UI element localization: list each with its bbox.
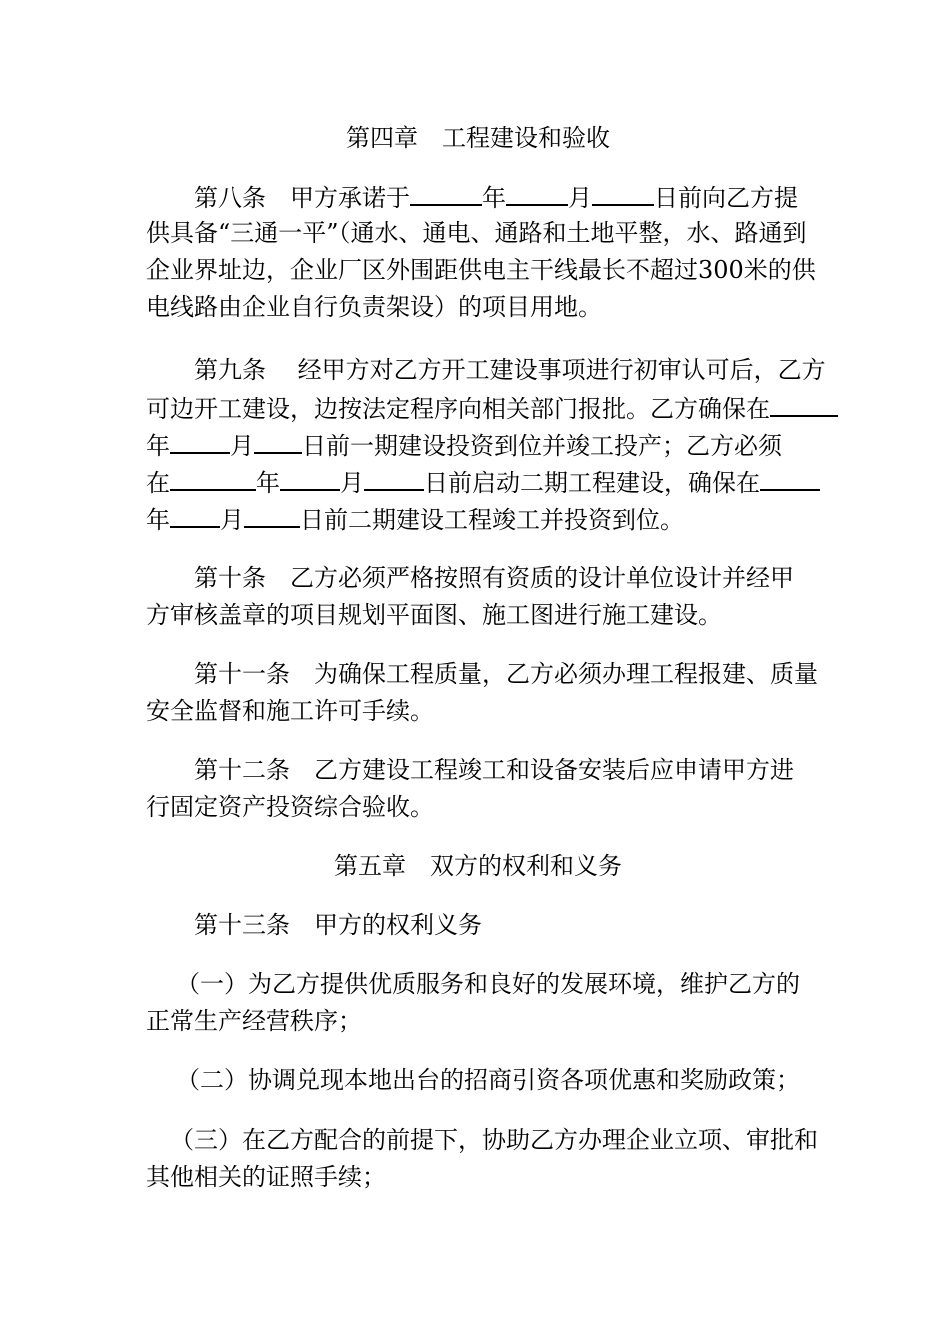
blank-year xyxy=(770,393,838,417)
article-13-item-3-line-1: （三）在乙方配合的前提下，协助乙方办理企业立项、审批和 xyxy=(170,1126,818,1154)
article-9-line-1: 第九条 经甲方对乙方开工建设事项进行初审认可后，乙方 xyxy=(194,356,826,384)
chapter-5-title: 第五章 双方的权利和义务 xyxy=(334,852,622,880)
article-13-item-1-line-2: 正常生产经营秩序； xyxy=(146,1007,362,1035)
article-12-line-1: 第十二条 乙方建设工程竣工和设备安装后应申请甲方进 xyxy=(194,756,794,784)
article-8-line-1: 第八条 甲方承诺于 年 月 日前向乙方提 xyxy=(194,184,798,212)
article-9-line-4: 在 年 月 日前启动二期工程建设，确保在 xyxy=(146,467,810,497)
article-9-line-2: 可边开工建设，边按法定程序向相关部门报批。乙方确保在 xyxy=(146,393,810,423)
blank-day xyxy=(364,467,424,491)
article-11-line-2: 安全监督和施工许可手续。 xyxy=(146,697,434,725)
chapter-4-title: 第四章 工程建设和验收 xyxy=(346,124,610,152)
blank-month xyxy=(506,182,568,206)
article-13-item-3-line-2: 其他相关的证照手续； xyxy=(146,1163,386,1191)
article-13-title: 第十三条 甲方的权利义务 xyxy=(194,911,482,939)
blank-day xyxy=(244,504,300,528)
blank-month xyxy=(170,430,230,454)
article-13-item-2: （二）协调兑现本地出台的招商引资各项优惠和奖励政策； xyxy=(176,1066,800,1094)
blank-year xyxy=(760,467,820,491)
blank-day xyxy=(592,182,654,206)
article-8-line-4: 电线路由企业自行负责架设）的项目用地。 xyxy=(146,293,602,321)
article-8-line-3: 企业界址边，企业厂区外围距供电主干线最长不超过300米的供 xyxy=(146,256,816,284)
blank-month xyxy=(280,467,340,491)
article-9-line-3: 年 月 日前一期建设投资到位并竣工投产；乙方必须 xyxy=(146,432,782,460)
blank-year xyxy=(410,182,482,206)
article-10-line-1: 第十条 乙方必须严格按照有资质的设计单位设计并经甲 xyxy=(194,564,794,592)
blank-month xyxy=(170,504,220,528)
article-12-line-2: 行固定资产投资综合验收。 xyxy=(146,793,434,821)
article-9-line-5: 年 月 日前二期建设工程竣工并投资到位。 xyxy=(146,506,684,534)
article-10-line-2: 方审核盖章的项目规划平面图、施工图进行施工建设。 xyxy=(146,601,722,629)
blank-year xyxy=(170,467,256,491)
article-8-line-2: 供具备“三通一平”（通水、通电、通路和土地平整，水、路通到 xyxy=(146,219,807,247)
blank-day xyxy=(254,430,302,454)
article-13-item-1-line-1: （一）为乙方提供优质服务和良好的发展环境，维护乙方的 xyxy=(176,970,800,998)
article-11-line-1: 第十一条 为确保工程质量，乙方必须办理工程报建、质量 xyxy=(194,660,818,688)
